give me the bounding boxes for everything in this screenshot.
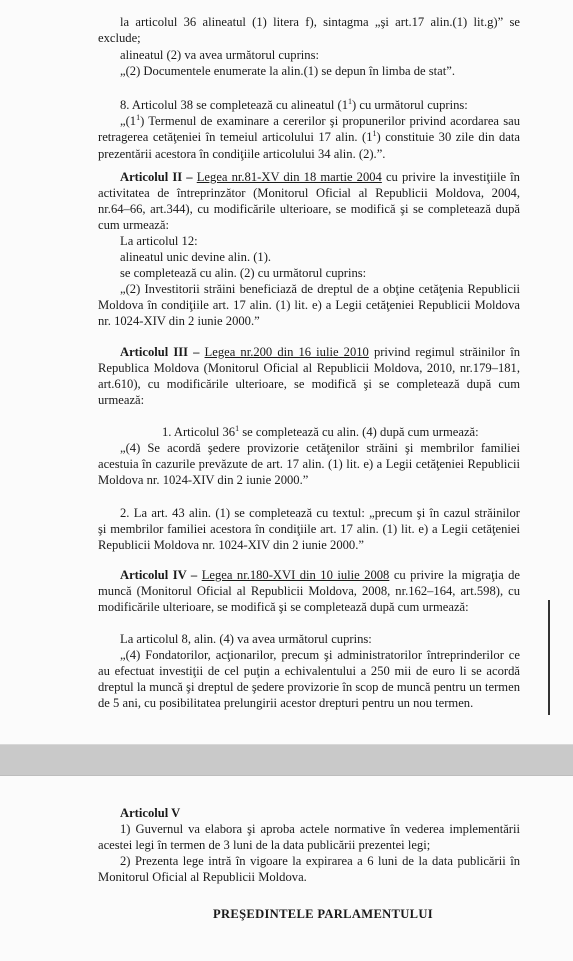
paragraph-line: exclude; <box>98 31 141 45</box>
paragraph-line: alineatul unic devine alin. (1). <box>120 250 272 264</box>
numbered-item: 1. Articolul $36^1$ se completează cu alin. (4) după cum urmează: <box>162 423 479 439</box>
law-reference: Legea nr.180-XVI din 10 iulie 2008 <box>201 568 390 582</box>
paragraph-line: „(2) Documentele enumerate la alin.(1) se depun în limba de stat”. <box>120 64 456 78</box>
paragraph-line: retragerea cetăţeniei în temeiul articolului 17 alin. $(1^1)$ constituie 30 zile din data <box>98 128 520 144</box>
article-heading: Articolul IV – <box>120 568 198 582</box>
article-heading: Articolul V <box>120 806 181 820</box>
paragraph-line: Monitorul Oficial al Republicii Moldova. <box>98 870 307 884</box>
quote-line: dreptul la muncă şi dreptul de şedere provizorie în scop de muncă pentru un termen <box>98 680 520 694</box>
quote-line: nr. 1024-XIV din 2 iunie 2000.” <box>98 314 260 328</box>
paragraph-line: Republica Moldova (Monitorul Oficial al Republicii Moldova, 2010, nr.179–181, <box>98 361 520 375</box>
paragraph-line: La articolul 12: <box>120 234 198 248</box>
paragraph-line: $„(1^1)$ Termenul de examinare a cererilor şi propunerilor privind acordarea sau <box>120 112 520 128</box>
paragraph-line: şi membrilor familiei acestora în condiţiile art. 17 alin. (1) lit. e) a Legii cetăţeniei <box>98 522 520 536</box>
document-page-2 <box>0 775 573 961</box>
quote-line: „(2) Investitorii străini beneficiază de dreptul de a obţine cetăţenia Republicii <box>120 282 520 296</box>
page-separator <box>0 745 573 775</box>
paragraph-line: se completează cu alin. (2) cu următorul cuprins: <box>120 266 367 280</box>
paragraph-line: modificările ulterioare, se modifică şi se completează după cum urmează: <box>98 600 469 614</box>
paragraph-line: nr.64–66, art.344), cu modificările ulterioare, se modifică şi se completează după <box>98 202 520 216</box>
article-heading-line: Articolul II – Legea nr.81-XV din 18 martie 2004 cu privire la investiţiile în <box>120 170 520 184</box>
article-heading: Articolul III – <box>120 345 200 359</box>
paragraph-line: Republicii Moldova nr. 1024-XIV din 2 iunie 2000.” <box>98 538 364 552</box>
paragraph-line: 2) Prezenta lege intră în vigoare la expirarea a 6 luni de la data publicării în <box>120 854 520 868</box>
paragraph-line: activitatea de întreprinzător (Monitorul Oficial al Republicii Moldova, 2004, <box>98 186 520 200</box>
quote-line: au efectuat investiţii de cel puţin a echivalentului a 250 mii de euro li se acordă <box>98 664 520 678</box>
paragraph-line: 1) Guvernul va elabora şi aproba actele normative în vederea implementării <box>120 822 520 836</box>
paragraph-line: urmează: <box>98 393 145 407</box>
law-reference: Legea nr.200 din 16 iulie 2010 <box>204 345 369 359</box>
paragraph-line: muncă (Monitorul Oficial al Republicii Moldova, 2008, nr.162–164, art.598), cu <box>98 584 520 598</box>
paragraph-line: la articolul 36 alineatul (1) litera f), sintagma „şi art.17 alin.(1) lit.g)” se <box>120 15 520 29</box>
quote-line: acestuia în cazurile prevăzute de art. 17 alin. (1) lit. e) a Legii cetăţeniei Republicii <box>98 457 520 471</box>
signature-title: PREŞEDINTELE PARLAMENTULUI <box>213 907 433 921</box>
paragraph-line: La articolul 8, alin. (4) va avea următorul cuprins: <box>120 632 372 646</box>
quote-line: „(4) Se acordă şedere provizorie cetăţenilor străini şi membrilor familiei <box>120 441 520 455</box>
paragraph-line: acestei legi în termen de 3 luni de la data publicării prezentei legi; <box>98 838 431 852</box>
quote-line: Moldova în condiţiile art. 17 alin. (1) lit. e) a Legii cetăţeniei Republicii Moldova <box>98 298 520 312</box>
paragraph-line: prezentării acestora în condiţiile articolului 34 alin. (2).”. <box>98 147 386 161</box>
quote-line: de 5 ani, cu posibilitatea prelungirii acestor drepturi pentru un nou termen. <box>98 696 474 710</box>
paragraph-line: alineatul (2) va avea următorul cuprins: <box>120 48 319 62</box>
article-heading-line: Articolul III – Legea nr.200 din 16 iulie 2010 privind regimul străinilor în <box>120 345 521 359</box>
paragraph-line: art.610), cu modificările ulterioare, se modifică şi se completează după cum <box>98 377 520 391</box>
article-heading-line: Articolul IV – Legea nr.180-XVI din 10 iulie 2008 cu privire la migraţia de <box>120 568 520 582</box>
quote-line: Moldova nr. 1024-XIV din 2 iunie 2000.” <box>98 473 309 487</box>
law-reference: Legea nr.81-XV din 18 martie 2004 <box>196 170 382 184</box>
numbered-item: 2. La art. 43 alin. (1) se completează cu textul: „precum şi în cazul străinilor <box>120 506 520 520</box>
paragraph-line: cum urmează: <box>98 218 169 232</box>
paragraph-line: 8. Articolul 38 se completează cu alineatul $(1^1)$ cu următorul cuprins: <box>120 96 468 112</box>
margin-line <box>548 600 550 715</box>
article-heading: Articolul II – <box>120 170 193 184</box>
quote-line: „(4) Fondatorilor, acţionarilor, precum şi administratorilor întreprinderilor ce <box>120 648 520 662</box>
